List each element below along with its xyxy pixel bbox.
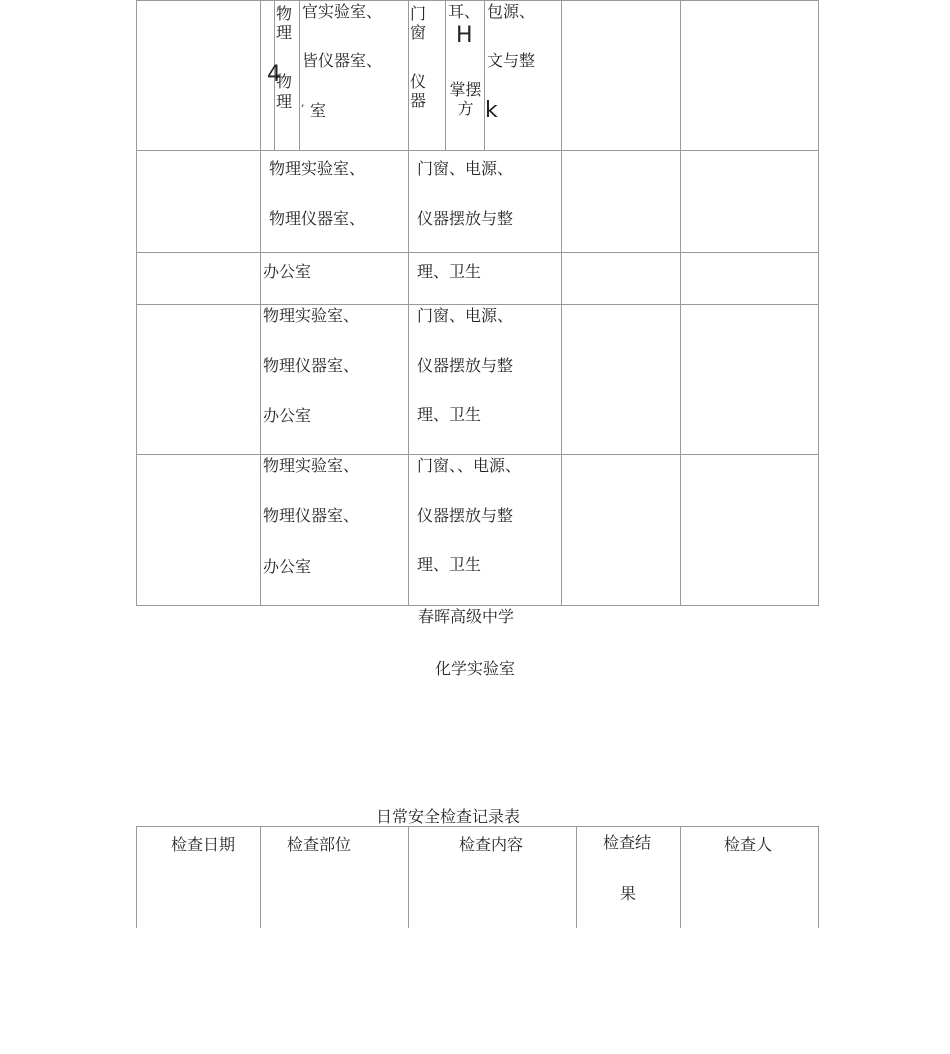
table-rule [136,454,819,455]
row1-subject-a: 物理 [276,4,293,42]
lab-name: 化学实验室 [435,659,516,678]
table-rule [136,605,819,606]
row4-location-1: 物理实验室、 [263,306,360,325]
table-rule [136,826,137,928]
row1-power-a: 包源、 [487,2,536,21]
row5-content-3: 理、卫生 [417,555,482,574]
table-rule [136,252,819,253]
header-date: 检查日期 [171,835,236,854]
row4-location-3: 办公室 [263,406,312,425]
row2-content-2: 仪器摆放与整 [417,209,514,228]
header-content: 检查内容 [459,835,524,854]
row3-location-3: 办公室 [263,262,312,281]
row1-number-4: 4 [267,62,281,87]
row4-content-1: 门窗、电源、 [417,306,514,325]
header-location: 检查部位 [287,835,352,854]
table-rule [818,0,819,606]
header-result-line-1: 检查结 [603,833,652,852]
row5-location-1: 物理实验室、 [263,456,360,475]
row5-location-2: 物理仪器室、 [263,506,360,525]
table-rule [484,0,485,150]
row2-location-1: 物理实验室、 [269,159,366,178]
row4-location-2: 物理仪器室、 [263,356,360,375]
table-rule [818,826,819,928]
school-name: 春晖高级中学 [418,607,515,626]
row1-room-c: 室 [310,101,327,120]
table-rule [680,0,681,606]
row1-power-b: 文与整 [487,51,536,70]
table-rule [299,0,300,150]
table-rule [260,826,261,928]
row1-door-b: 仪器 [410,72,427,110]
row1-room-a: 官实验室、 [302,2,383,21]
row5-content-1: 门窗、、电源、 [417,456,522,475]
table-rule [136,0,819,1]
table-rule [260,0,261,606]
row2-location-2: 物理仪器室、 [269,209,366,228]
table-rule [445,0,446,150]
table-rule [136,304,819,305]
table-rule [576,826,577,928]
row1-place: 掌摆方 [449,80,482,118]
table-rule [136,0,137,606]
header-inspector: 检查人 [724,835,773,854]
row4-content-2: 仪器摆放与整 [417,356,514,375]
row2-content-1: 门窗、电源、 [417,159,514,178]
row4-content-3: 理、卫生 [417,405,482,424]
row1-room-b: 皆仪器室、 [302,51,383,70]
row1-k-mark: k [485,98,498,123]
table-rule [408,826,409,928]
row1-subject-b: 物理 [276,72,293,111]
row1-ear: 耳、 [448,2,481,21]
row3-content-3: 理、卫生 [417,262,482,281]
table-rule [680,826,681,928]
form-title: 日常安全检查记录表 [376,807,521,826]
table-rule [136,826,819,827]
table-rule [561,0,562,606]
row5-content-2: 仪器摆放与整 [417,506,514,525]
table-rule [408,0,409,606]
row1-door-a: 门窗 [410,4,427,42]
row1-comma: , [301,96,305,109]
table-rule [136,150,819,151]
header-result-line-2: 果 [620,884,637,903]
row5-location-3: 办公室 [263,557,312,576]
row1-h-mark: H [456,23,473,48]
